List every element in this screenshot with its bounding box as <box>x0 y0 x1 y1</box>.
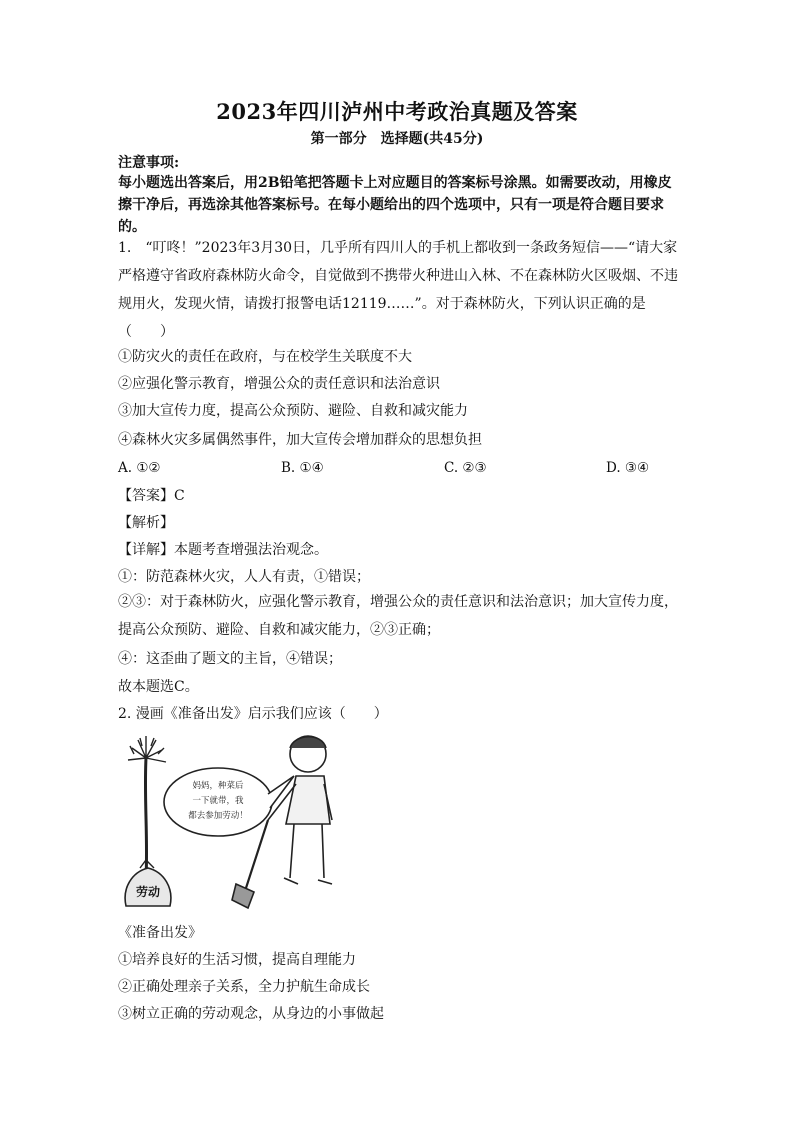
cartoon-illustration <box>118 728 348 918</box>
bubble-line-2: 一下就带，我 <box>192 796 244 806</box>
notice-heading: 注意事项: <box>118 155 180 171</box>
question-1-analysis-title: 【解析】 <box>118 515 174 531</box>
question-1-item-1: ①防灾火的责任在政府，与在校学生关联度不大 <box>118 349 412 365</box>
speech-bubble <box>164 768 294 836</box>
question-2-item-3: ③树立正确的劳动观念，从身边的小事做起 <box>118 1006 384 1022</box>
section-heading: 第一部分 选择题(共45分) <box>310 131 484 147</box>
question-1-analysis-4: ④：这歪曲了题文的主旨，④错误； <box>118 651 342 667</box>
page-title: 2023年四川泸州中考政治真题及答案 <box>216 99 578 124</box>
question-1-item-3: ③加大宣传力度，提高公众预防、避险、自救和减灾能力 <box>118 403 468 419</box>
notice-text: 每小题选出答案后，用2B铅笔把答题卡上对应题目的答案标号涂黑。如需要改动，用橡皮擦干净后，再选涂其他答案标号。在每小题给出的四个选项中，只有一项是符合题目要求的。 <box>118 175 672 235</box>
question-1-option-c: C. ②③ <box>444 460 487 476</box>
question-1-detail: 【详解】本题考查增强法治观念。 <box>118 542 328 558</box>
sapling-icon <box>128 736 166 878</box>
question-2-stem: 2. 漫画《准备出发》启示我们应该（ ） <box>118 706 388 722</box>
bag-label: 劳动 <box>135 885 161 899</box>
question-1-answer: 【答案】C <box>118 488 185 504</box>
question-1-option-a: A. ①② <box>118 460 161 476</box>
question-1-stem: 1. “叮咚！”2023年3月30日，几乎所有四川人的手机上都收到一条政务短信——“请大家严格遵守省政府森林防火命令，自觉做到不携带火种进山入林、不在森林防火区吸烟、不违规用火，发现火情，请拨打报警电话12119……”。对于森林防火，下列认识正确的是（ ） <box>118 240 678 340</box>
question-1-analysis-1: ①：防范森林火灾，人人有责，①错误； <box>118 569 370 585</box>
question-1-option-d: D. ③④ <box>606 460 650 476</box>
question-2-item-1: ①培养良好的生活习惯，提高自理能力 <box>118 952 356 968</box>
question-1-analysis-23: ②③：对于森林防火，应强化警示教育，增强公众的责任意识和法治意识；加大宣传力度，提高公众预防、避险、自救和减灾能力，②③正确； <box>118 594 678 638</box>
question-1-option-b: B. ①④ <box>281 460 324 476</box>
cartoon-caption: 《准备出发》 <box>118 925 202 941</box>
bubble-line-3: 都去参加劳动！ <box>188 811 248 821</box>
question-2-item-2: ②正确处理亲子关系，全力护航生命成长 <box>118 979 370 995</box>
question-1-item-2: ②应强化警示教育，增强公众的责任意识和法治意识 <box>118 376 440 392</box>
labor-bag-icon <box>125 860 171 906</box>
question-1-item-4: ④森林火灾多属偶然事件，加大宣传会增加群众的思想负担 <box>118 432 482 448</box>
question-1-conclusion: 故本题选C。 <box>118 679 199 695</box>
bubble-line-1: 妈妈，种菜后 <box>192 781 244 791</box>
